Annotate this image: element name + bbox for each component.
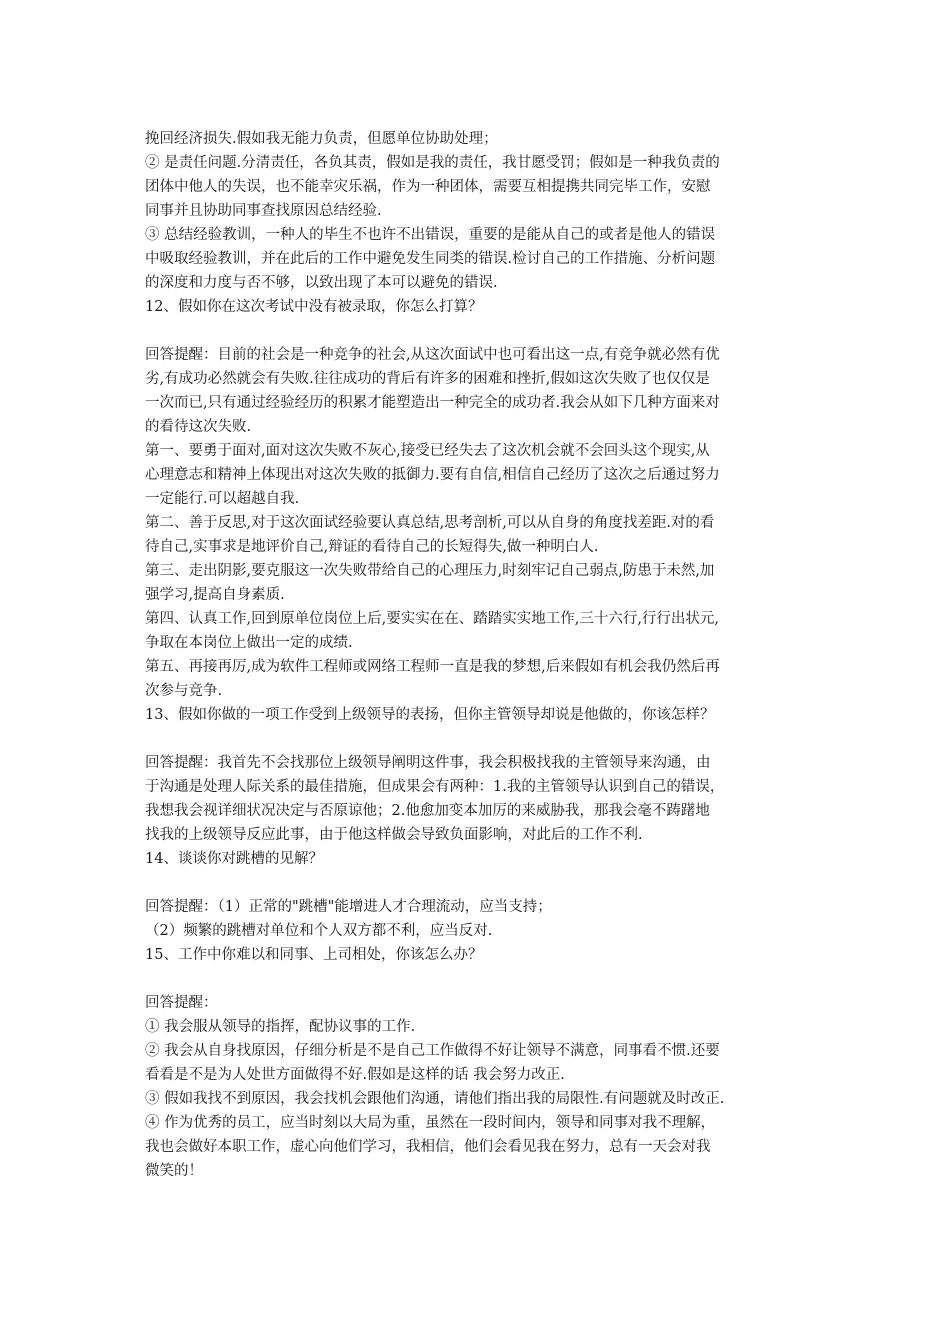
text-line: 的深度和力度与否不够，以致出现了本可以避免的错误. <box>145 275 498 291</box>
text-line: ① 我会服从领导的指挥，配协议事的工作. <box>145 1019 416 1035</box>
paragraph-block <box>145 751 815 871</box>
text-line: 第一、要勇于面对,面对这次失败不灰心,接受已经失去了这次机会就不会回头这个现实,从 <box>145 443 710 459</box>
text-line: 回答提醒：目前的社会是一种竞争的社会,从这次面试中也可看出这一点,有竞争就必然有优 <box>145 347 720 363</box>
text-line: 我也会做好本职工作，虚心向他们学习，我相信，他们会看见我在努力，总有一天会对我 <box>145 1139 711 1155</box>
text-line: ③ 总结经验教训，一种人的毕生不也许不出错误，重要的是能从自己的或者是他人的错误 <box>145 227 716 243</box>
text-line: 回答提醒：我首先不会找那位上级领导阐明这件事，我会积极找我的主管领导来沟通，由 <box>145 755 711 771</box>
paragraph-block <box>145 895 815 967</box>
text-line: 第四、认真工作,回到原单位岗位上后,要实实在在、踏踏实实地工作,三十六行,行行出状元, <box>145 611 720 627</box>
text-line: （2）频繁的跳槽对单位和个人双方都不利，应当反对. <box>145 923 493 939</box>
text-line: 中吸取经验教训，并在此后的工作中避免发生同类的错误.检讨自己的工作措施、分析问题 <box>145 251 716 267</box>
text-line: 找我的上级领导反应此事，由于他这样做会导致负面影响，对此后的工作不利. <box>145 827 643 843</box>
text-line: 一定能行.可以超越自我. <box>145 491 300 507</box>
text-line: 同事并且协助同事查找原因总结经验. <box>145 203 382 219</box>
text-line: ② 我会从自身找原因，仔细分析是不是自己工作做得不好让领导不满意，同事看不惯.还要 <box>145 1043 720 1059</box>
text-line: 第二、善于反思,对于这次面试经验要认真总结,思考剖析,可以从自身的角度找差距.对的看 <box>145 515 715 531</box>
blank-line <box>145 319 815 343</box>
text-line: 争取在本岗位上做出一定的成绩. <box>145 635 353 651</box>
question-heading: 15、工作中你难以和同事、上司相处，你该怎么办？ <box>145 947 483 963</box>
text-line: 一次而已,只有通过经验经历的积累才能塑造出一种完全的成功者.我会从如下几种方面来对 <box>145 395 720 411</box>
text-line: 第五、再接再厉,成为软件工程师或网络工程师一直是我的梦想,后来假如有机会我仍然后再 <box>145 659 720 675</box>
text-line: 待自己,实事求是地评价自己,辩证的看待自己的长短得失,做一种明白人. <box>145 539 599 555</box>
blank-line <box>145 871 815 895</box>
question-heading: 12、假如你在这次考试中没有被录取，你怎么打算？ <box>145 299 483 315</box>
paragraph-block <box>145 343 815 727</box>
text-line: 看看是不是为人处世方面做得不好.假如是这样的话 我会努力改正. <box>145 1067 565 1083</box>
text-line: 心理意志和精神上体现出对这次失败的抵御力.要有自信,相信自己经历了这次之后通过努力 <box>145 467 720 483</box>
text-line: 微笑的！ <box>145 1163 203 1179</box>
question-heading: 13、假如你做的一项工作受到上级领导的表扬，但你主管领导却说是他做的，你该怎样？ <box>145 707 715 723</box>
text-line: 于沟通是处理人际关系的最佳措施，但成果会有两种：1.我的主管领导认识到自己的错误， <box>145 779 725 795</box>
text-line: 回答提醒： <box>145 995 218 1011</box>
paragraph-block <box>145 991 815 1183</box>
text-line: 我想我会视详细状况决定与否原谅他；2.他愈加变本加厉的来威胁我，那我会毫不踌躇地 <box>145 803 710 819</box>
text-line: 挽回经济损失.假如我无能力负责，但愿单位协助处理； <box>145 131 498 147</box>
text-line: 第三、走出阴影,要克服这一次失败带给自己的心理压力,时刻牢记自己弱点,防患于未然,加 <box>145 563 715 579</box>
text-line: 劣,有成功必然就会有失败.往往成功的背后有许多的困难和挫折,假如这次失败了也仅仅是 <box>145 371 710 387</box>
document-page <box>145 127 815 1183</box>
blank-line <box>145 967 815 991</box>
question-heading: 14、谈谈你对跳槽的见解？ <box>145 851 323 867</box>
paragraph-block <box>145 127 815 319</box>
text-line: 回答提醒：（1）正常的"跳槽"能增进人才合理流动，应当支持； <box>145 899 552 915</box>
text-line: ④ 作为优秀的员工，应当时刻以大局为重，虽然在一段时间内，领导和同事对我不理解， <box>145 1115 716 1131</box>
blank-line <box>145 727 815 751</box>
text-line: ② 是责任问题.分清责任，各负其责，假如是我的责任，我甘愿受罚；假如是一种我负责的 <box>145 155 720 171</box>
text-line: 团体中他人的失误，也不能幸灾乐祸，作为一种团体，需要互相提携共同完毕工作，安慰 <box>145 179 711 195</box>
text-line: 强学习,提高自身素质. <box>145 587 285 603</box>
text-line: 的看待这次失败. <box>145 419 252 435</box>
text-line: ③ 假如我找不到原因，我会找机会跟他们沟通，请他们指出我的局限性.有问题就及时改正. <box>145 1091 725 1107</box>
text-line: 次参与竞争. <box>145 683 223 699</box>
